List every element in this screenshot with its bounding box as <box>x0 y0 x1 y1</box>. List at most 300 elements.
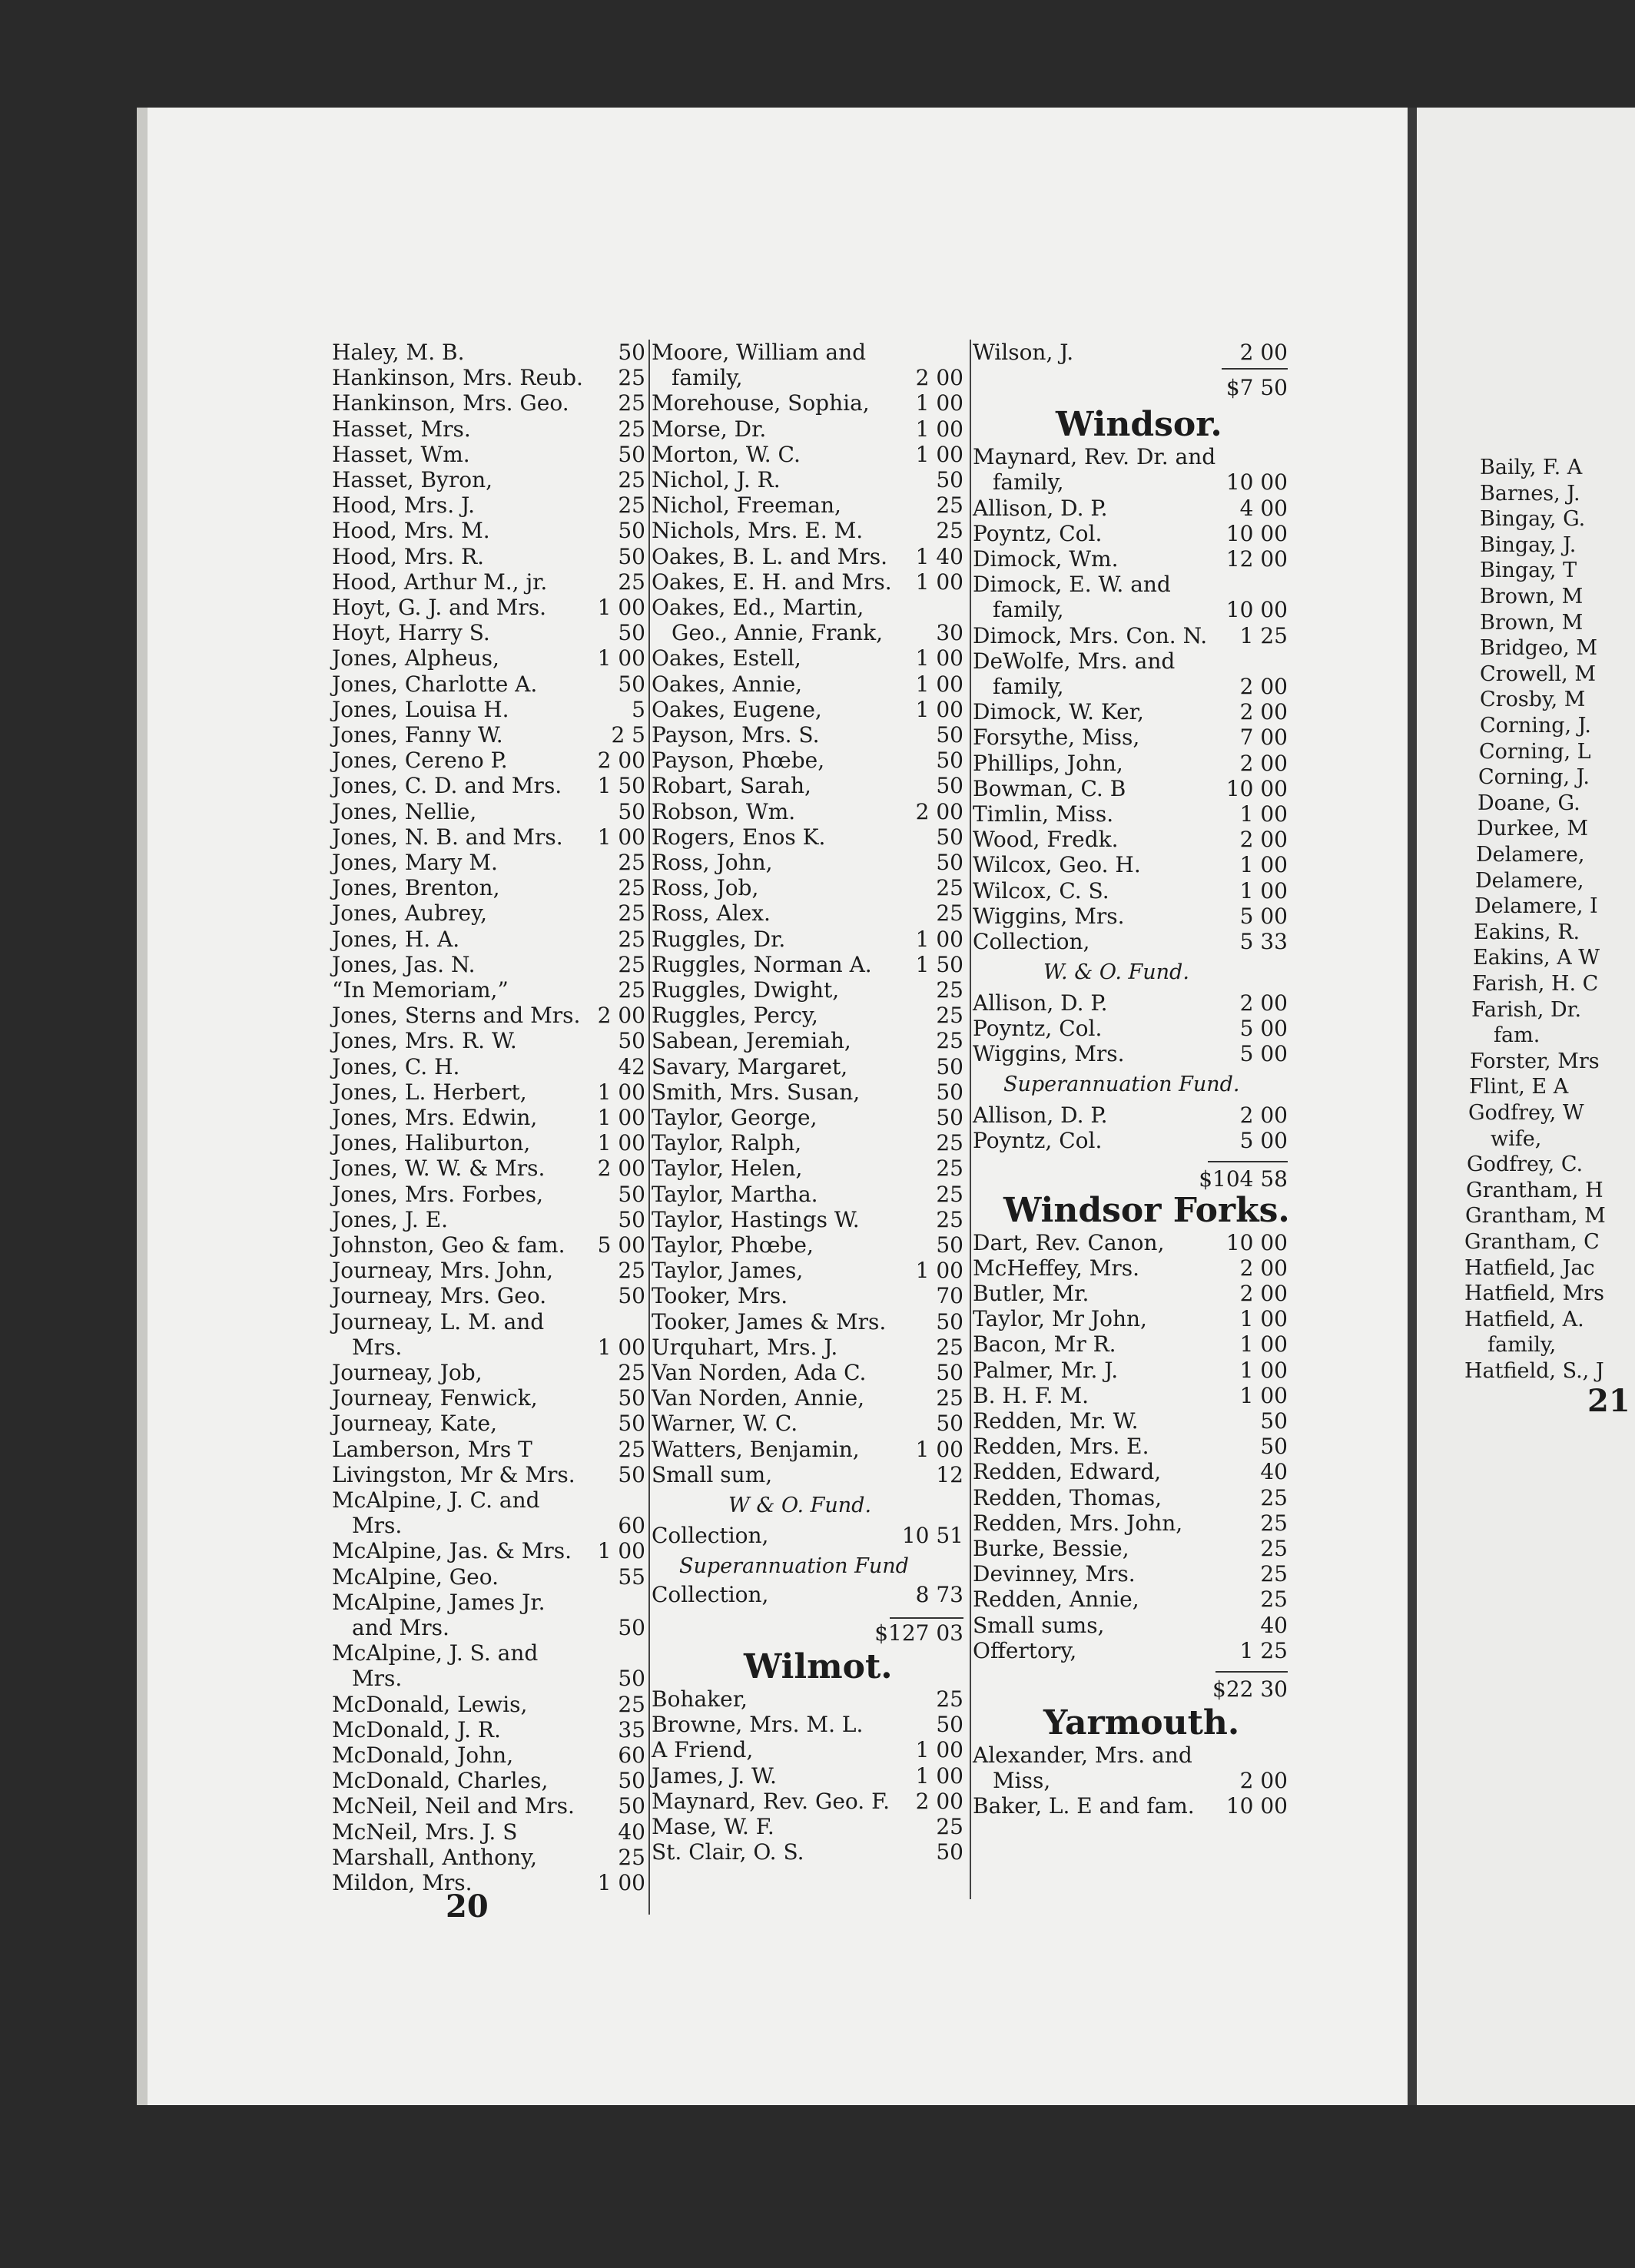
entry-amount: 10 00 <box>1225 775 1288 801</box>
entry-row <box>652 1385 967 1411</box>
entry-row <box>652 952 967 977</box>
entry-row <box>973 521 1291 546</box>
entry-name: Livingston, Mr & Mrs. <box>332 1461 575 1487</box>
entry-name: Ross, John, <box>652 850 773 875</box>
entry-row <box>332 850 648 875</box>
entry-row <box>973 444 1291 469</box>
entry-name: Oakes, Annie, <box>652 671 803 697</box>
column-3 <box>973 340 1291 1915</box>
entry-row <box>332 1079 648 1105</box>
entry-name: Poyntz, Col. <box>973 520 1103 546</box>
entry-amount: 50 <box>618 1461 645 1487</box>
entry-name: Miss, <box>993 1768 1051 1794</box>
total-rule <box>1215 1671 1288 1673</box>
entry-name: Ruggles, Dwight, <box>652 977 840 1003</box>
entry-amount: 5 33 <box>1239 928 1288 954</box>
entry-name: Journeay, Kate, <box>332 1411 498 1437</box>
entry-row <box>652 1437 967 1462</box>
entry-row <box>332 1692 648 1717</box>
entry-amount: 1 00 <box>597 1334 645 1360</box>
entry-amount: 1 00 <box>915 696 963 722</box>
entry-amount: 50 <box>936 1053 963 1079</box>
entry-name: Oakes, Estell, <box>652 645 801 671</box>
entry-amount: 1 00 <box>597 1538 645 1564</box>
entry-name: Taylor, James, <box>652 1258 804 1284</box>
entry-amount: 25 <box>1260 1510 1288 1536</box>
entry-name: Ross, Job, <box>652 875 759 901</box>
entry-amount: 25 <box>618 1691 645 1717</box>
entry-row <box>332 1335 648 1360</box>
entry-amount: 25 <box>936 900 963 927</box>
entry-amount: 25 <box>618 1844 645 1870</box>
entry-name: Crosby, M <box>1480 688 1586 712</box>
entry-amount: 30 <box>936 620 963 646</box>
entry-row <box>332 569 648 595</box>
entry-row <box>973 1638 1291 1663</box>
entry-row <box>332 671 648 697</box>
entry-name: Warner, W. C. <box>652 1411 798 1437</box>
entry-amount: 1 00 <box>915 926 963 952</box>
entry-amount: 50 <box>618 340 645 365</box>
entry-row <box>332 492 648 518</box>
entry-name: “In Memoriam,” <box>332 977 509 1003</box>
entry-name: Payson, Mrs. S. <box>652 722 820 748</box>
entry-name: Hood, Mrs. R. <box>332 543 485 569</box>
entry-amount: 5 00 <box>597 1232 645 1258</box>
entry-name: Nichol, J. R. <box>652 467 781 492</box>
entry-row <box>332 1615 648 1640</box>
entry-name: Delamere, <box>1476 843 1585 867</box>
entry-name: Journeay, Fenwick, <box>332 1385 538 1411</box>
entry-name: Farish, H. C <box>1472 972 1599 996</box>
entry-amount: 25 <box>618 850 645 875</box>
entry-row <box>973 1536 1291 1561</box>
entry-name: Hasset, Wm. <box>332 441 470 467</box>
entry-amount: 25 <box>1260 1484 1288 1510</box>
entry-row <box>652 1686 967 1712</box>
page-number-right: 21 <box>1587 1383 1630 1419</box>
entry-row <box>973 1230 1291 1255</box>
entry-amount: 1 00 <box>1239 1331 1288 1358</box>
entry-amount: 50 <box>1260 1408 1288 1434</box>
entry-row <box>652 1712 967 1737</box>
entry-amount: 50 <box>936 1360 963 1385</box>
entry-row <box>973 776 1291 801</box>
entry-name: Phillips, John, <box>973 750 1123 776</box>
entry-row <box>652 518 967 543</box>
entry-amount: 1 00 <box>915 416 963 442</box>
entry-row <box>973 1768 1291 1793</box>
entry-name: Timlin, Miss. <box>973 801 1114 827</box>
entry-row <box>332 340 648 365</box>
entry-amount: 40 <box>1260 1459 1288 1485</box>
entry-row <box>652 1335 967 1360</box>
entry-amount: 5 00 <box>1239 1041 1288 1066</box>
entry-row <box>652 1079 967 1105</box>
entry-amount: 25 <box>936 1181 963 1207</box>
entry-name: wife, <box>1491 1126 1542 1151</box>
entry-name: Collection, <box>652 1523 769 1549</box>
entry-amount: 50 <box>936 1105 963 1130</box>
entry-name: Small sums, <box>973 1612 1105 1638</box>
entry-name: Jones, J. E. <box>332 1206 449 1232</box>
entry-name: Ross, Alex. <box>652 900 771 927</box>
entry-row <box>973 801 1291 827</box>
entry-amount: 25 <box>936 1334 963 1360</box>
entry-row <box>973 1587 1291 1612</box>
entry-amount: 1 00 <box>1239 1382 1288 1408</box>
entry-amount: 7 00 <box>1239 724 1288 751</box>
entry-name: Sabean, Jeremiah, <box>652 1028 851 1054</box>
entry-row <box>652 544 967 569</box>
entry-name: Farish, Dr. <box>1471 997 1582 1022</box>
entry-name: Offertory, <box>973 1637 1077 1663</box>
entry-amount: 2 00 <box>1239 1768 1288 1794</box>
entry-name: Collection, <box>973 928 1090 954</box>
entry-name: Mrs. <box>352 1334 403 1360</box>
entry-amount: 10 00 <box>1225 1793 1288 1819</box>
entry-row <box>973 1281 1291 1306</box>
entry-row <box>332 645 648 671</box>
entry-row <box>973 990 1291 1016</box>
section-heading: Yarmouth. <box>1043 1703 1240 1743</box>
entry-row <box>652 722 967 748</box>
entry-amount: 50 <box>936 1712 963 1738</box>
entry-amount: 1 50 <box>597 773 645 799</box>
entry-name: Poyntz, Col. <box>973 1127 1103 1153</box>
entry-row <box>652 900 967 926</box>
entry-amount: 50 <box>936 1079 963 1105</box>
entry-name: Urquhart, Mrs. J. <box>652 1334 838 1360</box>
entry-row <box>652 977 967 1003</box>
entry-amount: 4 00 <box>1239 495 1288 521</box>
entry-row <box>652 1523 967 1548</box>
entry-name: Wiggins, Mrs. <box>973 903 1125 929</box>
entry-amount: 12 00 <box>1225 545 1288 572</box>
entry-amount: 2 00 <box>597 748 645 774</box>
entry-row <box>652 773 967 798</box>
entry-amount: 25 <box>618 977 645 1003</box>
entry-amount: 25 <box>618 926 645 952</box>
entry-row <box>652 1105 967 1130</box>
entry-name: Godfrey, W <box>1468 1101 1584 1125</box>
entry-name: Wiggins, Mrs. <box>973 1041 1125 1066</box>
entry-row <box>973 1485 1291 1510</box>
entry-name: Devinney, Mrs. <box>973 1561 1136 1587</box>
column-divider-1 <box>648 340 650 1915</box>
entry-name: Small sum, <box>652 1461 773 1487</box>
entry-name: McAlpine, James Jr. <box>332 1589 546 1615</box>
entry-name: Jones, Mrs. R. W. <box>332 1028 517 1054</box>
entry-name: A Friend, <box>652 1737 754 1763</box>
entry-name: McAlpine, J. S. and <box>332 1640 539 1666</box>
entry-row <box>973 852 1291 877</box>
entry-amount: 50 <box>618 798 645 824</box>
entry-amount: 25 <box>936 1686 963 1712</box>
entry-amount: 10 00 <box>1225 1229 1288 1255</box>
entry-row <box>973 469 1291 495</box>
entry-name: Redden, Edward, <box>973 1459 1162 1485</box>
entry-name: Hood, Mrs. M. <box>332 518 490 544</box>
entry-amount: 25 <box>618 492 645 519</box>
total-rule <box>1208 1161 1288 1162</box>
entry-amount: 50 <box>618 1181 645 1207</box>
entry-name: Burke, Bessie, <box>973 1536 1129 1562</box>
entry-name: Payson, Phœbe, <box>652 748 825 774</box>
entry-name: Maynard, Rev. Dr. and <box>973 444 1216 470</box>
entry-amount: 25 <box>936 1028 963 1054</box>
entry-amount: 1 00 <box>1239 1357 1288 1383</box>
entry-amount: 25 <box>1260 1561 1288 1587</box>
entry-row <box>332 1028 648 1053</box>
entry-name: Redden, Mrs. E. <box>973 1434 1149 1460</box>
entry-amount: 25 <box>618 1360 645 1385</box>
entry-amount: 5 00 <box>1239 903 1288 929</box>
entry-amount: 2 00 <box>1239 990 1288 1016</box>
entry-amount: 25 <box>936 492 963 519</box>
entry-amount: 50 <box>618 1793 645 1819</box>
entry-amount: 1 25 <box>1239 1637 1288 1663</box>
entry-row <box>652 1207 967 1232</box>
entry-name: McNeil, Neil and Mrs. <box>332 1793 575 1819</box>
entry-name: Hasset, Mrs. <box>332 416 471 442</box>
entry-name: Hankinson, Mrs. Reub. <box>332 365 583 391</box>
entry-name: Eakins, A W <box>1473 946 1600 970</box>
entry-amount: 25 <box>936 1385 963 1411</box>
entry-name: Jones, L. Herbert, <box>332 1079 527 1105</box>
entry-amount: 1 00 <box>915 1737 963 1763</box>
entry-amount: 5 00 <box>1239 1127 1288 1153</box>
entry-name: Jones, C. D. and Mrs. <box>332 773 562 799</box>
entry-amount: 1 00 <box>915 1762 963 1789</box>
entry-name: Bacon, Mr R. <box>973 1331 1116 1358</box>
section-heading: Windsor Forks. <box>1003 1190 1290 1230</box>
entry-amount: 5 <box>632 696 645 722</box>
entry-row <box>332 1130 648 1156</box>
entry-amount: 1 00 <box>1239 877 1288 904</box>
entry-name: Forster, Mrs <box>1470 1049 1600 1073</box>
entry-amount: 25 <box>936 1156 963 1182</box>
entry-amount: 25 <box>618 1436 645 1462</box>
right-page <box>1417 108 1635 2105</box>
entry-amount: 50 <box>936 1411 963 1437</box>
entry-row <box>652 645 967 671</box>
entry-name: McDonald, Charles, <box>332 1768 549 1794</box>
entry-row <box>652 390 967 416</box>
entry-name: B. H. F. M. <box>973 1382 1089 1408</box>
page-gutter <box>1408 108 1417 2105</box>
entry-name: Corning, J. <box>1478 765 1590 790</box>
entry-row <box>652 492 967 518</box>
entry-name: Robart, Sarah, <box>652 773 811 799</box>
entry-row <box>332 595 648 620</box>
entry-amount: 25 <box>618 900 645 927</box>
entry-row <box>332 927 648 952</box>
entry-name: Butler, Mr. <box>973 1281 1089 1307</box>
entry-row <box>652 1814 967 1839</box>
entry-amount: 50 <box>936 850 963 875</box>
entry-name: Taylor, Helen, <box>652 1156 803 1182</box>
entry-name: Hasset, Byron, <box>332 467 493 492</box>
entry-row <box>332 1258 648 1283</box>
entry-row <box>332 1717 648 1742</box>
entry-row <box>332 467 648 492</box>
entry-row <box>652 1130 967 1156</box>
section-total: $127 03 <box>874 1620 963 1646</box>
entry-row <box>332 1411 648 1436</box>
entry-row <box>332 1385 648 1411</box>
entry-amount: 10 00 <box>1225 520 1288 546</box>
entry-name: Jones, Louisa H. <box>332 696 509 722</box>
entry-amount: 1 00 <box>915 671 963 697</box>
entry-name: Eakins, R. <box>1474 920 1580 944</box>
entry-row <box>652 1789 967 1814</box>
entry-name: Bowman, C. B <box>973 775 1126 801</box>
entry-amount: 50 <box>618 1666 645 1692</box>
entry-amount: 25 <box>1260 1536 1288 1562</box>
entry-name: McDonald, John, <box>332 1742 514 1768</box>
entry-name: Smith, Mrs. Susan, <box>652 1079 861 1105</box>
entry-name: Baily, F. A <box>1480 456 1583 479</box>
entry-name: Hood, Arthur M., jr. <box>332 569 548 595</box>
entry-amount: 50 <box>618 1411 645 1437</box>
entry-name: Bridgeo, M <box>1480 636 1597 661</box>
entry-amount: 1 00 <box>1239 852 1288 878</box>
entry-row <box>973 546 1291 572</box>
entry-name: Hoyt, G. J. and Mrs. <box>332 595 547 620</box>
entry-name: Poyntz, Col. <box>973 1015 1103 1041</box>
entry-name: Oakes, B. L. and Mrs. <box>652 543 888 569</box>
entry-amount: 25 <box>936 977 963 1003</box>
entry-row <box>973 1331 1291 1357</box>
entry-name: Grantham, M <box>1465 1204 1606 1228</box>
entry-name: Redden, Mr. W. <box>973 1408 1139 1434</box>
entry-name: Johnston, Geo & fam. <box>332 1232 565 1258</box>
entry-name: Morse, Dr. <box>652 416 767 442</box>
entry-row <box>652 1003 967 1028</box>
entry-amount: 25 <box>618 569 645 595</box>
entry-name: Mrs. <box>352 1513 403 1539</box>
entry-amount: 1 00 <box>1239 801 1288 827</box>
entry-row <box>973 674 1291 699</box>
entry-row <box>332 1742 648 1768</box>
entry-row <box>332 952 648 977</box>
entry-amount: 50 <box>936 1839 963 1865</box>
entry-row <box>332 1819 648 1845</box>
entry-row <box>973 1793 1291 1819</box>
entry-name: Dart, Rev. Canon, <box>973 1229 1165 1255</box>
entry-amount: 1 00 <box>597 824 645 850</box>
entry-amount: 1 00 <box>597 1130 645 1156</box>
entry-row <box>652 1360 967 1385</box>
entry-amount: 2 00 <box>915 798 963 824</box>
entry-name: Bingay, G. <box>1480 507 1586 532</box>
entry-row <box>332 1182 648 1207</box>
entry-row <box>652 875 967 900</box>
entry-name: family, <box>993 597 1064 623</box>
entry-amount: 10 00 <box>1225 597 1288 623</box>
entry-name: Hatfield, Jac <box>1464 1255 1595 1280</box>
entry-amount: 25 <box>618 1258 645 1284</box>
entry-row <box>973 1255 1291 1281</box>
entry-name: Taylor, Hastings W. <box>652 1206 860 1232</box>
fund-heading: W. & O. Fund. <box>1043 960 1189 984</box>
entry-row <box>652 1737 967 1762</box>
entry-row <box>652 1054 967 1079</box>
entry-row <box>652 1582 967 1607</box>
entry-name: Oakes, Ed., Martin, <box>652 595 864 620</box>
entry-name: Mase, W. F. <box>652 1813 774 1839</box>
entry-name: Bohaker, <box>652 1686 748 1712</box>
entry-row <box>652 595 967 620</box>
entry-name: Tooker, Mrs. <box>652 1283 788 1309</box>
entry-row <box>973 1408 1291 1434</box>
entry-amount: 25 <box>618 467 645 492</box>
entry-row <box>973 904 1291 929</box>
entry-amount: 70 <box>936 1283 963 1309</box>
entry-name: McAlpine, Geo. <box>332 1563 499 1590</box>
entry-name: Taylor, George, <box>652 1105 818 1130</box>
entry-name: Lamberson, Mrs T <box>332 1436 532 1462</box>
entry-amount: 1 00 <box>915 1436 963 1462</box>
entry-amount: 25 <box>936 1003 963 1029</box>
entry-name: Jones, Jas. N. <box>332 951 476 977</box>
entry-row <box>973 1434 1291 1459</box>
entry-name: Delamere, I <box>1474 894 1598 919</box>
entry-row <box>973 648 1291 674</box>
entry-name: Journeay, Mrs. John, <box>332 1258 553 1284</box>
right-page-column <box>1464 455 1635 1454</box>
entry-row <box>652 1763 967 1789</box>
entry-amount: 50 <box>618 1768 645 1794</box>
entry-row <box>652 1462 967 1487</box>
entry-name: Rogers, Enos K. <box>652 824 826 850</box>
entry-row <box>332 1283 648 1308</box>
entry-amount: 50 <box>618 441 645 467</box>
entry-row <box>332 365 648 390</box>
entry-row <box>332 773 648 798</box>
entry-name: Oakes, E. H. and Mrs. <box>652 569 892 595</box>
entry-row <box>332 1768 648 1793</box>
entry-name: Brown, M <box>1480 585 1584 608</box>
entry-amount: 1 00 <box>915 645 963 671</box>
entry-name: Jones, C. H. <box>332 1053 460 1079</box>
entry-amount: 50 <box>936 748 963 774</box>
entry-amount: 1 00 <box>597 1870 645 1895</box>
entry-name: Jones, Cereno P. <box>332 748 508 774</box>
entry-name: Jones, H. A. <box>332 926 460 952</box>
entry-amount: 50 <box>936 773 963 799</box>
entry-name: Redden, Mrs. John, <box>973 1510 1183 1536</box>
entry-name: Redden, Thomas, <box>973 1484 1162 1510</box>
entry-name: Hatfield, Mrs <box>1464 1282 1604 1306</box>
entry-name: Jones, Alpheus, <box>332 645 499 671</box>
entry-amount: 25 <box>618 875 645 901</box>
total-rule <box>890 1617 963 1619</box>
entry-row <box>973 1358 1291 1383</box>
entry-amount: 2 00 <box>915 365 963 391</box>
entry-row <box>652 697 967 722</box>
entry-row <box>973 878 1291 904</box>
entry-name: Jones, Mrs. Forbes, <box>332 1181 543 1207</box>
entry-row <box>332 1309 648 1335</box>
entry-name: Jones, W. W. & Mrs. <box>332 1156 546 1182</box>
entry-name: Dimock, Mrs. Con. N. <box>973 622 1208 648</box>
entry-name: Baker, L. E and fam. <box>973 1793 1195 1819</box>
entry-amount: 1 00 <box>915 1258 963 1284</box>
entry-amount: 50 <box>618 1615 645 1640</box>
entry-name: Godfrey, C. <box>1467 1152 1584 1177</box>
